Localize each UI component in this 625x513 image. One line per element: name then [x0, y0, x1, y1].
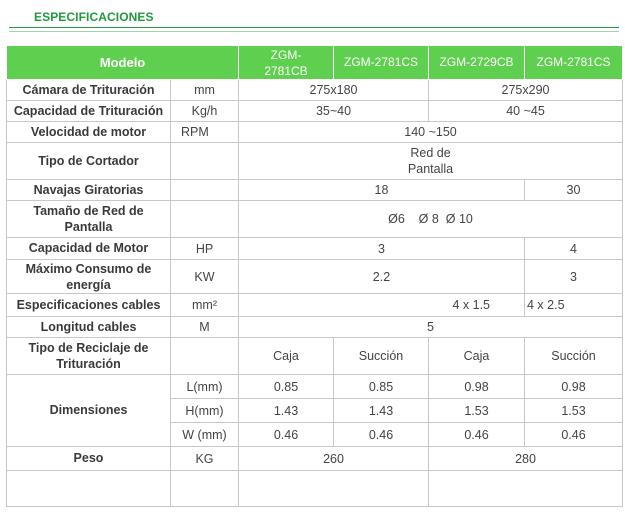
row-value: 1.53 — [429, 399, 525, 423]
row-value: 280 — [429, 447, 623, 471]
row-value: 35~40 — [239, 101, 429, 122]
row-label: Capacidad de Trituración — [7, 101, 171, 122]
table-row — [7, 80, 623, 101]
table-row — [7, 317, 623, 338]
row-value: Succión — [334, 338, 429, 375]
label-line: Trituración — [56, 357, 121, 371]
row-value: 1.53 — [525, 399, 623, 423]
row-value: 275x180 — [239, 80, 429, 101]
empty-cell — [7, 471, 171, 507]
empty-cell — [171, 471, 239, 507]
row-label: Tipo de Cortador — [7, 143, 171, 180]
row-value: 0.98 — [525, 375, 623, 399]
spec-table — [6, 45, 623, 507]
section-header — [9, 6, 619, 28]
value-line: Red de — [410, 146, 451, 160]
divider — [9, 31, 619, 32]
table-row — [7, 201, 623, 238]
row-unit: RPM — [171, 122, 239, 143]
row-value: 0.46 — [525, 423, 623, 447]
row-label: Capacidad de Motor — [7, 238, 171, 260]
row-unit: mm — [171, 80, 239, 101]
row-unit: KW — [171, 260, 239, 294]
row-unit: KG — [171, 447, 239, 471]
row-unit: Kg/h — [171, 101, 239, 122]
table-row — [7, 180, 623, 201]
row-value: 3 — [525, 260, 623, 294]
table-row — [7, 238, 623, 260]
row-value: Caja — [429, 338, 525, 375]
value-line: Pantalla — [407, 162, 454, 176]
row-value: Caja — [239, 338, 334, 375]
row-value: 4 x 2.5 — [525, 294, 623, 317]
row-label: Cámara de Trituración — [7, 80, 171, 101]
label-line: Tipo de Reciclaje de — [28, 341, 149, 355]
row-label: Longitud cables — [7, 317, 171, 338]
row-value: 4 x 1.5 — [239, 294, 525, 317]
section-title: ESPECIFICACIONES — [34, 10, 154, 24]
empty-cell — [429, 471, 623, 507]
row-label — [7, 260, 171, 294]
row-unit: L(mm) — [171, 375, 239, 399]
header-model-3: ZGM-2729CB — [429, 46, 525, 80]
row-value: 40 ~45 — [429, 101, 623, 122]
row-value: Succión — [525, 338, 623, 375]
empty-cell — [239, 471, 429, 507]
row-value: 1.43 — [334, 399, 429, 423]
row-label: Dimensiones — [7, 375, 171, 447]
table-row — [7, 338, 623, 375]
table-row — [7, 447, 623, 471]
row-value: 0.85 — [334, 375, 429, 399]
header-model-1: ZGM- 2781CB — [239, 46, 334, 80]
table-row — [7, 375, 623, 399]
row-label — [7, 338, 171, 375]
row-value: 0.85 — [239, 375, 334, 399]
header-model-4: ZGM-2781CS — [525, 46, 623, 80]
label-line: energía — [66, 277, 111, 292]
row-unit: W (mm) — [171, 423, 239, 447]
row-label: Peso — [7, 447, 171, 471]
row-label: Velocidad de motor — [7, 122, 171, 143]
row-value: 260 — [239, 447, 429, 471]
row-unit — [171, 201, 239, 238]
row-value: 18 — [239, 180, 525, 201]
label-line: Pantalla — [64, 220, 113, 234]
header-row — [7, 46, 623, 80]
table-row — [7, 122, 623, 143]
row-label: Navajas Giratorias — [7, 180, 171, 201]
row-value: 3 — [239, 238, 525, 260]
empty-row — [7, 471, 623, 507]
row-value: 1.43 — [239, 399, 334, 423]
row-unit: mm² — [171, 294, 239, 317]
header-model-2: ZGM-2781CS — [334, 46, 429, 80]
row-value: 30 — [525, 180, 623, 201]
label-line: Tamaño de Red de — [33, 204, 144, 218]
header-modelo: Modelo — [7, 46, 239, 80]
row-unit — [171, 180, 239, 201]
row-value: 0.98 — [429, 375, 525, 399]
row-value: 0.46 — [429, 423, 525, 447]
row-value — [239, 143, 623, 180]
row-value: 4 — [525, 238, 623, 260]
row-unit: H(mm) — [171, 399, 239, 423]
row-value: 140 ~150 — [239, 122, 623, 143]
row-value: 275x290 — [429, 80, 623, 101]
row-value: 0.46 — [334, 423, 429, 447]
row-label: Especificaciones cables — [7, 294, 171, 317]
row-value: 2.2 — [239, 260, 525, 294]
row-unit: HP — [171, 238, 239, 260]
row-unit — [171, 143, 239, 180]
row-unit: M — [171, 317, 239, 338]
table-row — [7, 294, 623, 317]
row-label — [7, 201, 171, 238]
row-value: 5 — [239, 317, 623, 338]
row-value: 0.46 — [239, 423, 334, 447]
row-unit — [171, 338, 239, 375]
row-value: Ø6 Ø 8 Ø 10 — [239, 201, 623, 238]
table-row — [7, 260, 623, 294]
table-row — [7, 143, 623, 180]
label-line: Máximo Consumo de — [25, 261, 152, 276]
table-row — [7, 101, 623, 122]
